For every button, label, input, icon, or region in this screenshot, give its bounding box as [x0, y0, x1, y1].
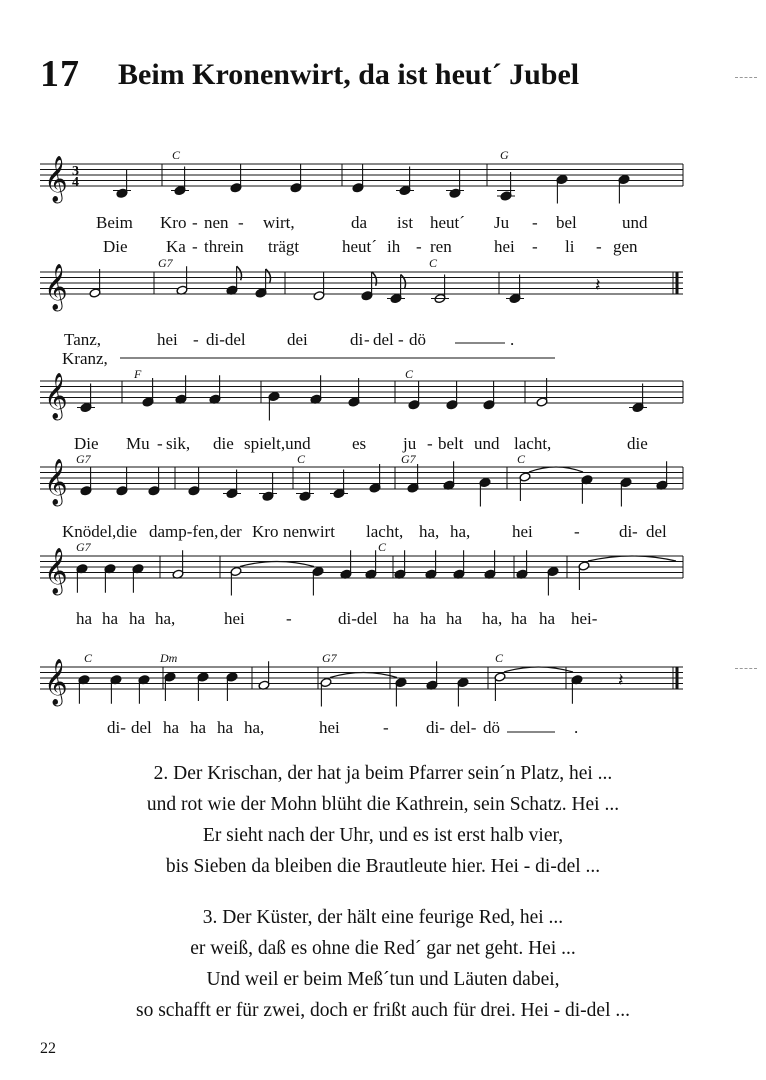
lyric-syllable: Ka [166, 237, 186, 256]
lyric-syllable: ha, [244, 718, 265, 737]
note-flag [237, 266, 242, 280]
lyric-syllable: - [286, 609, 292, 628]
lyric-syllable: - [596, 237, 602, 256]
lyric-syllable: di- [107, 718, 126, 737]
lyric-syllable: Knödel,die [62, 522, 138, 541]
lyric-syllable: di-del [206, 330, 246, 349]
lyric-syllable: - [192, 213, 198, 232]
treble-clef-icon: 𝄞 [44, 659, 68, 705]
lyric-syllable: Tanz, [64, 330, 102, 349]
lyric-syllable: da [351, 213, 368, 232]
chord-symbol: C [297, 452, 306, 466]
lyric-syllable: dö [483, 718, 500, 737]
treble-clef-icon: 𝄞 [44, 156, 68, 202]
lyric-syllable: - [398, 330, 404, 349]
lyric-syllable: di-del [338, 609, 378, 628]
lyric-syllable: hei [494, 237, 515, 256]
lyric-syllable: die [627, 434, 648, 453]
chord-symbol: C [429, 256, 438, 270]
lyric-syllable: ha [76, 609, 93, 628]
lyric-syllable: heut´ [430, 213, 465, 232]
lyric-syllable: ist [397, 213, 414, 232]
lyric-syllable: - [364, 330, 370, 349]
lyric-syllable: und [622, 213, 648, 232]
lyric-syllable: - [427, 434, 433, 453]
verse-2 [0, 758, 766, 882]
lyric-syllable: Kranz, [62, 349, 108, 368]
chord-symbol: G7 [76, 452, 91, 466]
lyric-syllable: lacht, [366, 522, 404, 541]
lyric-syllable: gen [613, 237, 638, 256]
treble-clef-icon: 𝄞 [44, 459, 68, 505]
lyric-syllable: li [565, 237, 575, 256]
verse-line: bis Sieben da bleiben die Brautleute hier. Hei - di-del ... [165, 856, 601, 877]
lyric-syllable: . [574, 718, 579, 737]
lyric-syllable: del- [450, 718, 477, 737]
lyric-syllable: hei [319, 718, 340, 737]
lyric-syllable: dei [287, 330, 308, 349]
lyric-syllable: hei [224, 609, 245, 628]
tie [330, 673, 397, 678]
lyric-syllable: hei [512, 522, 533, 541]
lyric-syllable: Kro [252, 522, 279, 541]
verse-line: 3. Der Küster, der hält eine feurige Red, hei ... [202, 907, 564, 928]
verse-3 [0, 902, 766, 1026]
lyric-syllable: Mu [126, 434, 150, 453]
treble-clef-icon: 𝄞 [44, 373, 68, 419]
lyric-syllable: - [238, 213, 244, 232]
lyric-syllable: dö [409, 330, 426, 349]
lyric-syllable: di [350, 330, 364, 349]
page-number: 22 [40, 1040, 56, 1057]
chord-symbol: G7 [401, 452, 416, 466]
lyric-syllable: di [619, 522, 633, 541]
tie [504, 667, 573, 672]
lyric-syllable: es [352, 434, 367, 453]
treble-clef-icon: 𝄞 [44, 548, 68, 594]
chord-symbol: G7 [76, 540, 91, 554]
lyric-syllable: - [574, 522, 580, 541]
lyric-syllable: hei [157, 330, 178, 349]
lyric-syllable: spielt,und [244, 434, 311, 453]
lyric-syllable: Kro [160, 213, 187, 232]
lyric-syllable: ha, [419, 522, 440, 541]
chord-symbol: C [172, 148, 181, 162]
lyric-syllable: - [157, 434, 163, 453]
lyric-syllable: Die [74, 434, 99, 453]
lyric-syllable: ju [403, 434, 417, 453]
lyric-syllable: Beim [96, 213, 133, 232]
lyric-syllable: ha [539, 609, 556, 628]
chord-symbol: C [378, 540, 387, 554]
lyric-syllable: del [373, 330, 394, 349]
lyric-syllable: - [193, 330, 199, 349]
chord-symbol: C [84, 651, 93, 665]
lyric-syllable: threin [204, 237, 244, 256]
lyric-syllable: ih [387, 237, 401, 256]
chord-symbol: Dm [160, 651, 178, 665]
tie [529, 467, 583, 472]
verse-line: 2. Der Krischan, der hat ja beim Pfarrer sein´n Platz, hei ... [153, 763, 613, 784]
lyric-syllable: di- [426, 718, 445, 737]
time-signature-bottom: 4 [72, 175, 79, 190]
lyric-syllable: . [510, 330, 515, 349]
quarter-rest-icon: 𝄽 [618, 670, 624, 691]
lyric-syllable: ha [217, 718, 234, 737]
chord-symbol: G [500, 148, 509, 162]
lyric-syllable: sik, [166, 434, 191, 453]
lyric-syllable: nen [204, 213, 229, 232]
tie [240, 562, 314, 567]
lyric-syllable: die [213, 434, 234, 453]
lyric-syllable: ha, [482, 609, 503, 628]
verse-line: so schafft er für zwei, doch er frißt auch für drei. Hei - di-del ... [136, 1000, 630, 1021]
lyric-syllable: damp-fen, [149, 522, 219, 541]
lyric-syllable: - [532, 213, 538, 232]
lyric-syllable: ha [163, 718, 180, 737]
lyric-syllable: ha [129, 609, 146, 628]
lyric-syllable: bel [556, 213, 577, 232]
lyric-syllable: wirt, [263, 213, 295, 232]
lyric-syllable: - [192, 237, 198, 256]
lyric-syllable: ha [393, 609, 410, 628]
lyric-syllable: der [220, 522, 242, 541]
lyric-syllable: del [131, 718, 152, 737]
treble-clef-icon: 𝄞 [44, 264, 68, 310]
chord-symbol: G7 [158, 256, 173, 270]
chord-symbol: G7 [322, 651, 337, 665]
chord-symbol: C [405, 367, 414, 381]
lyric-syllable: del [646, 522, 667, 541]
chord-symbol: C [517, 452, 526, 466]
lyric-syllable: nenwirt [283, 522, 335, 541]
lyric-syllable: ha, [450, 522, 471, 541]
lyric-syllable: ha [446, 609, 463, 628]
note-flag [401, 275, 406, 289]
lyric-syllable: Die [103, 237, 128, 256]
verse-line: und rot wie der Mohn blüht die Kathrein, sein Schatz. Hei ... [146, 794, 620, 815]
note-flag [372, 272, 377, 286]
quarter-rest-icon: 𝄽 [595, 275, 601, 296]
lyric-syllable: - [383, 718, 389, 737]
lyric-syllable: ha [420, 609, 437, 628]
lyric-syllable: ha [102, 609, 119, 628]
lyric-syllable: trägt [268, 237, 300, 256]
lyric-syllable: ren [430, 237, 452, 256]
song-title: Beim Kronenwirt, da ist heut´ Jubel [118, 58, 580, 91]
lyric-syllable: - [632, 522, 638, 541]
song-number: 17 [40, 53, 80, 95]
verse-line: Und weil er beim Meß´tun und Läuten dabei, [206, 969, 560, 990]
tie [588, 556, 676, 561]
lyric-syllable: lacht, [514, 434, 552, 453]
lyric-syllable: ha [511, 609, 528, 628]
verse-line: er weiß, daß es ohne die Red´ gar net geht. Hei ... [190, 938, 576, 959]
lyric-syllable: belt [438, 434, 464, 453]
chord-symbol: F [134, 367, 142, 381]
lyric-syllable: Ju [494, 213, 510, 232]
lyric-syllable: hei- [571, 609, 598, 628]
chord-symbol: C [495, 651, 504, 665]
lyric-syllable: und [474, 434, 500, 453]
note-flag [266, 269, 271, 283]
verse-line: Er sieht nach der Uhr, und es ist erst halb vier, [202, 825, 564, 846]
lyric-syllable: ha, [155, 609, 176, 628]
lyric-syllable: heut´ [342, 237, 377, 256]
lyric-syllable: - [416, 237, 422, 256]
time-signature-top: 3 [72, 164, 79, 179]
lyric-syllable: - [532, 237, 538, 256]
lyric-syllable: ha [190, 718, 207, 737]
